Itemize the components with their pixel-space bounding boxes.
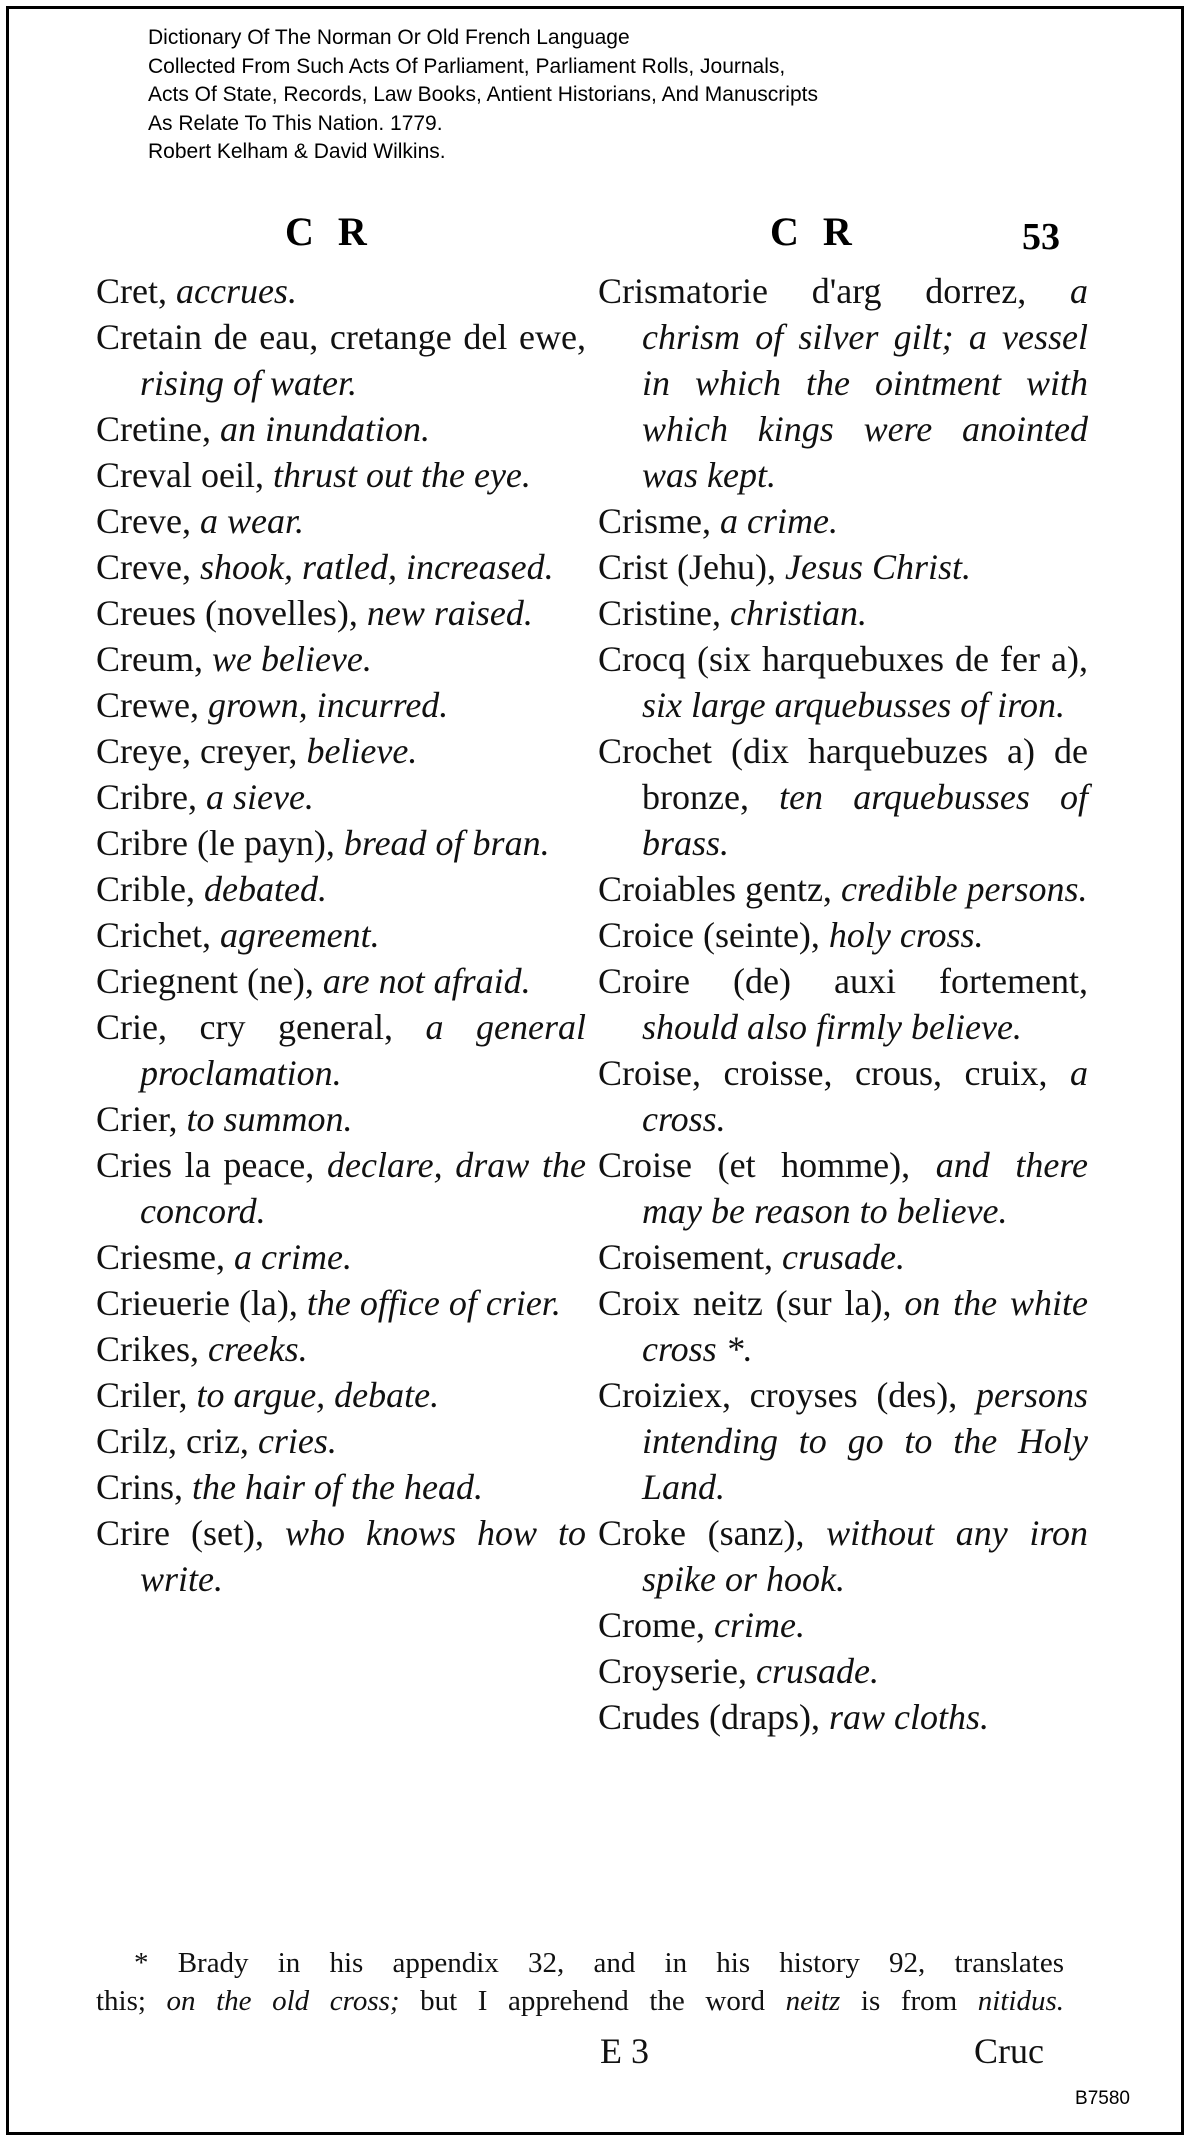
entry-definition: debated. [203,869,327,909]
running-head-right: C R [770,209,859,254]
entry-headword: Croyserie, [598,1651,756,1691]
entry-definition: thrust out the eye. [272,455,531,495]
entry-headword: Crochet (dix harquebuzes a) de bronze, [598,731,1088,817]
entry-definition: shook, ratled, increased. [199,547,554,587]
entry-definition: a crime. [233,1237,352,1277]
entry-definition: who knows how to write. [140,1513,586,1599]
dictionary-entry [96,1004,586,1096]
entry-headword: Crire (set), [96,1513,285,1553]
entry-definition: a sieve. [205,777,314,817]
entry-headword: Creve, [96,547,200,587]
dictionary-entry [96,958,586,1004]
dictionary-entry [96,452,586,498]
entry-definition: christian. [730,593,868,633]
entry-headword: Crikes, [96,1329,208,1369]
entry-definition: agreement. [219,915,380,955]
entry-headword: Cretain de eau, cretange del ewe, [96,317,586,357]
dictionary-entry [96,544,586,590]
entry-headword: Croiables gentz, [598,869,841,909]
entry-headword: Crismatorie d'arg dorrez, [598,271,1070,311]
footnote-italic: nitidus. [977,1985,1065,2017]
entry-definition: accrues. [175,271,297,311]
dictionary-entry [598,866,1088,912]
entry-headword: Creum, [96,639,212,679]
entry-headword: Croiziex, croyses (des), [598,1375,976,1415]
entry-definition: rising of water. [140,363,358,403]
entry-definition: credible persons. [840,869,1088,909]
dictionary-entry [96,314,586,406]
entry-definition: crusade. [781,1237,905,1277]
entry-headword: Cret, [96,271,176,311]
entry-definition: crime. [713,1605,805,1645]
dictionary-entry [598,1142,1088,1234]
dictionary-entry [96,866,586,912]
header-line: Robert Kelham & David Wilkins. [148,140,446,163]
dictionary-entry [96,1418,586,1464]
dictionary-entry [598,268,1088,498]
entry-headword: Criesme, [96,1237,234,1277]
entry-headword: Croice (seinte), [598,915,829,955]
entry-headword: Croise (et homme), [598,1145,936,1185]
entry-definition: a cross. [642,1053,1088,1139]
dictionary-entry [598,1050,1088,1142]
entry-definition: holy cross. [828,915,984,955]
entry-headword: Criler, [96,1375,197,1415]
left-column [96,268,586,1602]
dictionary-entry [96,1372,586,1418]
dictionary-entry [96,636,586,682]
entry-definition: to argue, debate. [196,1375,440,1415]
entry-headword: Croisement, [598,1237,782,1277]
entry-definition: bread of bran. [343,823,550,863]
entry-definition: crusade. [755,1651,879,1691]
page-number: 53 [1022,216,1060,258]
entry-headword: Creye, creyer, [96,731,307,771]
signature-mark: E 3 [600,2031,649,2071]
dictionary-entry [96,268,586,314]
entry-headword: Creval oeil, [96,455,273,495]
right-column [598,268,1088,1740]
running-head-left: C R [285,209,374,254]
entry-headword: Crocq (six harquebuxes de fer a), [598,639,1088,679]
entry-headword: Croise, croisse, crous, cruix, [598,1053,1070,1093]
entry-headword: Crilz, criz, [96,1421,258,1461]
dictionary-entry [96,498,586,544]
dictionary-entry [96,820,586,866]
entry-headword: Crieuerie (la), [96,1283,307,1323]
entry-headword: Croire (de) auxi fortement, [598,961,1088,1001]
entry-definition: creeks. [208,1329,308,1369]
entry-headword: Crist (Jehu), [598,547,785,587]
dictionary-entry [598,1648,1088,1694]
entry-headword: Crichet, [96,915,220,955]
dictionary-entry [598,636,1088,728]
entry-headword: Creve, [96,501,200,541]
dictionary-entry [598,544,1088,590]
entry-headword: Cribre (le payn), [96,823,344,863]
footnote-text: is from [840,1985,978,2017]
entry-headword: Crome, [598,1605,714,1645]
footnote [96,1944,1064,2020]
dictionary-entry [598,1510,1088,1602]
entry-headword: Crudes (draps), [598,1697,829,1737]
entry-definition: on the white cross *. [642,1283,1089,1369]
entry-headword: Cretine, [96,409,220,449]
dictionary-entry [96,682,586,728]
entry-headword: Cristine, [598,593,730,633]
dictionary-entry [598,1372,1088,1510]
entry-headword: Cribre, [96,777,206,817]
document-header [148,24,1048,167]
header-line: Collected From Such Acts Of Parliament, Parliament Rolls, Journals, [148,54,786,78]
entry-definition: raw cloths. [828,1697,989,1737]
entry-definition: the office of crier. [306,1283,561,1323]
entry-headword: Crewe, [96,685,208,725]
dictionary-entry [96,1464,586,1510]
dictionary-entry [96,728,586,774]
footnote-line-2 [96,1982,1064,2020]
dictionary-entry [598,728,1088,866]
entry-definition: to summon. [186,1099,353,1139]
entry-headword: Crier, [96,1099,187,1139]
entry-definition: a wear. [199,501,304,541]
entry-definition: without any iron spike or hook. [642,1513,1088,1599]
entry-definition: new raised. [366,593,533,633]
footnote-italic: on the old cross; [166,1985,400,2017]
entry-headword: Creues (novelles), [96,593,367,633]
dictionary-entry [598,1280,1088,1372]
entry-headword: Crisme, [598,501,720,541]
footnote-text: but I apprehend the word [399,1985,786,2017]
dictionary-entry [598,1694,1088,1740]
header-line: Acts Of State, Records, Law Books, Antient Historians, And Manuscripts [148,83,818,106]
footnote-text: this; [96,1985,167,2017]
entry-headword: Croix neitz (sur la), [598,1283,905,1323]
dictionary-entry [598,958,1088,1050]
dictionary-entry [96,1142,586,1234]
entry-definition: declare, draw the concord. [140,1145,586,1231]
entry-definition: grown, incurred. [207,685,449,725]
entry-headword: Crins, [96,1467,193,1507]
entry-definition: a general proclamation. [140,1007,587,1093]
dictionary-entry [96,912,586,958]
dictionary-entry [598,1602,1088,1648]
dictionary-entry [96,1280,586,1326]
entry-definition: Jesus Christ. [784,547,971,587]
dictionary-entry [96,1234,586,1280]
entry-definition: we believe. [211,639,372,679]
entry-definition: and there may be reason to believe. [642,1145,1088,1231]
footnote-line-1: * Brady in his appendix 32, and in his history 92, translates [134,1947,1064,1979]
dictionary-entry [598,1234,1088,1280]
entry-definition: cries. [257,1421,337,1461]
entry-definition: an inundation. [219,409,430,449]
dictionary-entry [598,590,1088,636]
entry-definition: six large arquebusses of iron. [642,685,1065,725]
entry-definition: believe. [306,731,418,771]
catchword: Cruc [974,2031,1044,2071]
entry-headword: Cries la peace, [96,1145,327,1185]
dictionary-entry [96,406,586,452]
entry-headword: Crible, [96,869,204,909]
entry-definition: persons intending to go to the Holy Land. [642,1375,1088,1507]
entry-definition: should also firmly believe. [642,1007,1022,1047]
entry-definition: are not afraid. [322,961,531,1001]
image-code: B7580 [1075,2088,1130,2109]
entry-definition: ten arquebusses of brass. [642,777,1088,863]
dictionary-entry [96,1326,586,1372]
dictionary-entry [598,498,1088,544]
dictionary-entry [96,1096,586,1142]
entry-definition: the hair of the head. [192,1467,483,1507]
dictionary-entry [96,774,586,820]
entry-definition: a chrism of silver gilt; a vessel in which the ointment with which kings were anointed was kept. [642,271,1088,495]
entry-headword: Crie, cry general, [96,1007,426,1047]
dictionary-entry [96,1510,586,1602]
entry-definition: a crime. [720,501,838,541]
header-line: As Relate To This Nation. 1779. [148,111,443,135]
entry-headword: Criegnent (ne), [96,961,323,1001]
header-line: Dictionary Of The Norman Or Old French Language [148,26,630,49]
footnote-italic: neitz [785,1985,841,2017]
dictionary-entry [96,590,586,636]
dictionary-entry [598,912,1088,958]
entry-headword: Croke (sanz), [598,1513,827,1553]
